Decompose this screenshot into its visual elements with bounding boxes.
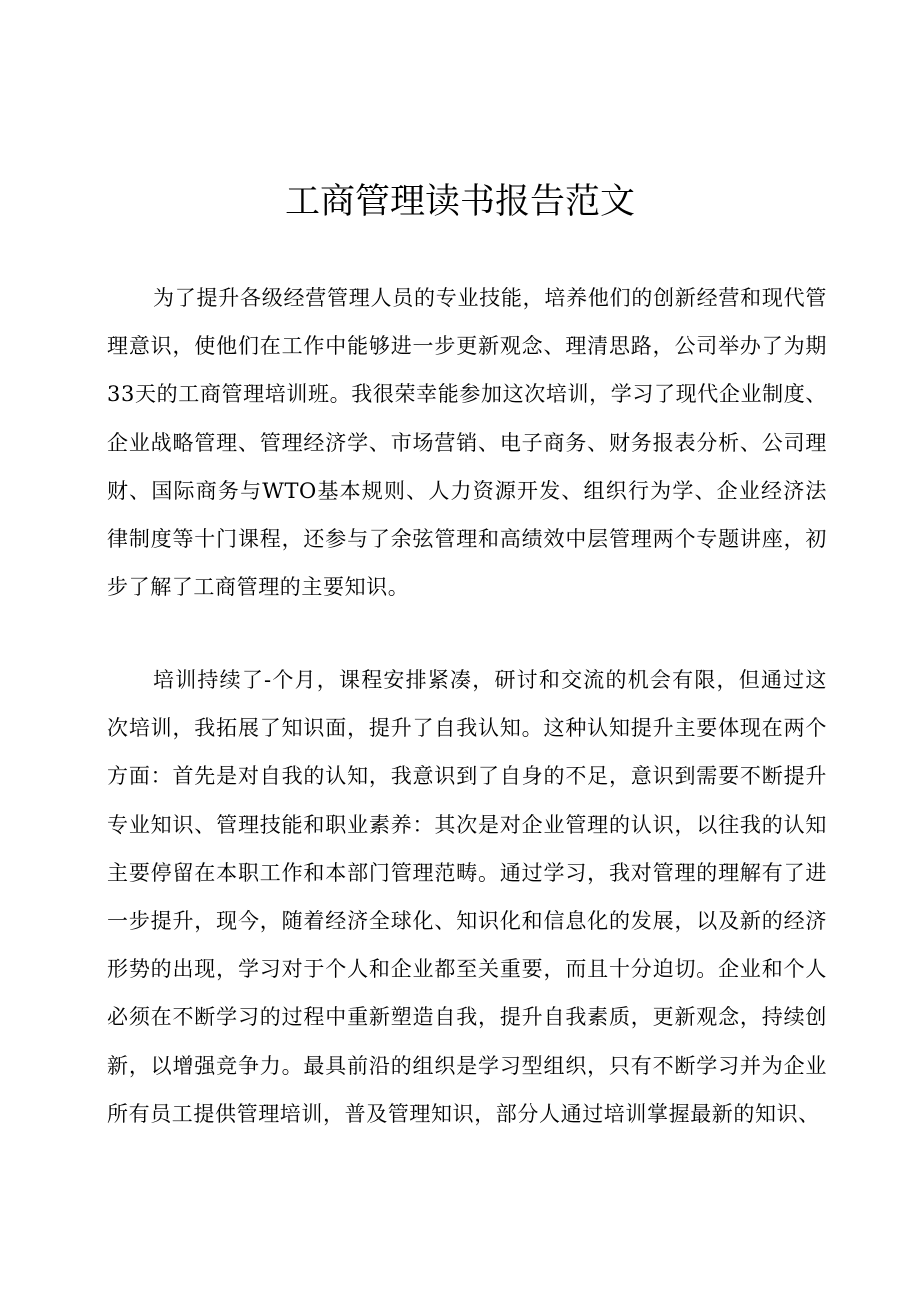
paragraph-2: 培训持续了-个月，课程安排紧凑，研讨和交流的机会有限，但通过这次培训，我拓展了知识面，提升了自我认知。这种认知提升主要体现在两个方面：首先是对自我的认知，我意识到了自身的不足，意识到需要不断提升专业知识、管理技能和职业素养：其次是对企业管理的认识，以往我的认知主要停留在本职工作和本部门管理范畴。通过学习，我对管理的理解有了进一步提升，现今，随着经济全球化、知识化和信息化的发展，以及新的经济形势的出现，学习对于个人和企业都至关重要，而且十分迫切。企业和个人必须在不断学习的过程中重新塑造自我，提升自我素质，更新观念，持续创新，以增强竞争力。最具前沿的组织是学习型组织，只有不断学习并为企业所有员工提供管理培训，普及管理知识，部分人通过培训掌握最新的知识、 — [107, 668, 827, 1126]
document-title: 工商管理读书报告范文 — [284, 182, 635, 222]
paragraph-1: 为了提升各级经营管理人员的专业技能，培养他们的创新经营和现代管理意识，使他们在工作中能够进一步更新观念、理清思路，公司举办了为期33天的工商管理培训班。我很荣幸能参加这次培训，学习了现代企业制度、企业战略管理、管理经济学、市场营销、电子商务、财务报表分析、公司理财、国际商务与WTO基本规则、人力资源开发、组织行为学、企业经济法律制度等十门课程，还参与了余弦管理和高绩效中层管理两个专题讲座，初步了解了工商管理的主要知识。 — [107, 286, 827, 600]
